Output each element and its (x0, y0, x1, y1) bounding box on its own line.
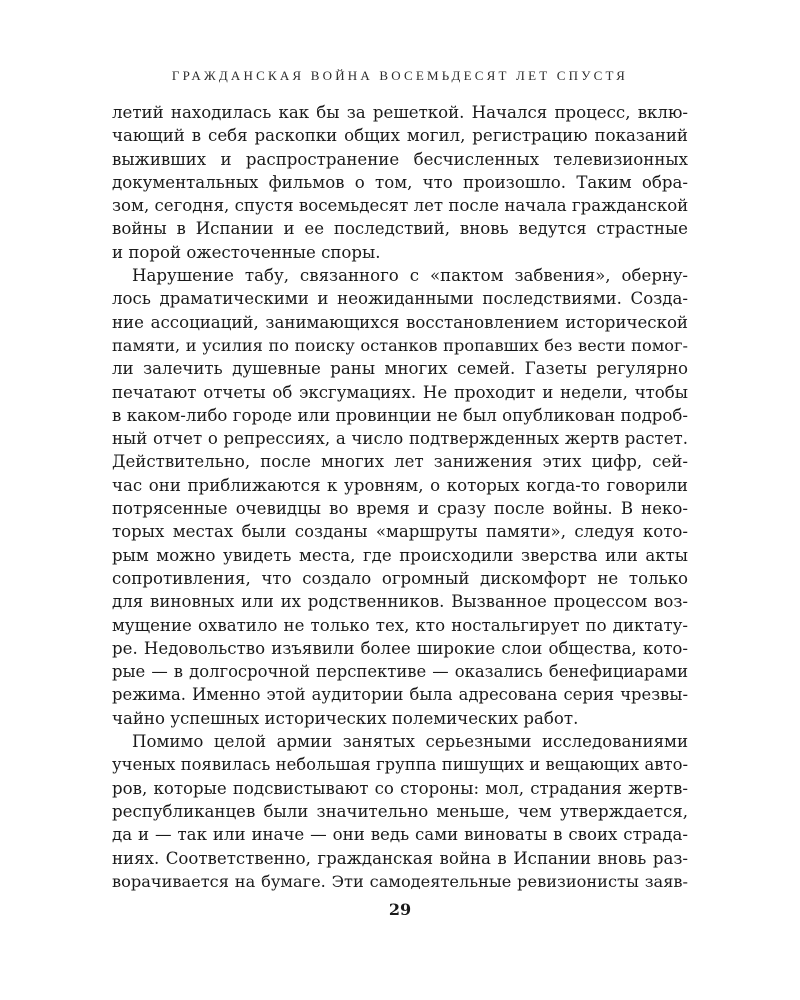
running-head: ГРАЖДАНСКАЯ ВОЙНА ВОСЕМЬДЕСЯТ ЛЕТ СПУСТЯ (171, 68, 629, 83)
text-line: Действительно, после многих лет занижения этих цифр, сей- (112, 452, 688, 472)
text-line: ние ассоциаций, занимающихся восстановлением исторической (112, 312, 688, 332)
text-line: и порой ожесточенные споры. (112, 242, 381, 262)
text-line: памяти, и усилия по поиску останков пропавших без вести помог- (112, 335, 688, 355)
text-line: зом, сегодня, спустя восемьдесят лет после начала гражданской (112, 196, 688, 216)
text-line: потрясенные очевидцы во время и сразу после войны. В неко- (112, 499, 688, 519)
text-line: рые — в долгосрочной перспективе — оказались бенефициарами (112, 662, 688, 682)
text-line: чайно успешных исторических полемических работ. (112, 708, 579, 728)
text-line: ворачивается на бумаге. Эти самодеятельные ревизионисты заяв- (112, 871, 688, 891)
text-line: для виновных или их родственников. Вызванное процессом воз- (112, 592, 688, 612)
text-line: ли залечить душевные раны многих семей. Газеты регулярно (112, 359, 688, 379)
text-line: ученых появилась небольшая группа пишущих и вещающих авто- (112, 755, 688, 775)
text-line: в каком-либо городе или провинции не был опубликован подроб- (112, 405, 688, 425)
text-line: рым можно увидеть места, где происходили зверства или акты (112, 545, 688, 565)
text-line: ный отчет о репрессиях, а число подтвержденных жертв растет. (112, 429, 688, 449)
text-line: ниях. Соответственно, гражданская война в Испании вновь раз- (112, 848, 688, 868)
text-line: печатают отчеты об эксгумациях. Не проходит и недели, чтобы (112, 382, 688, 402)
text-line: документальных фильмов о том, что произошло. Таким обра- (112, 172, 688, 192)
text-line: мущение охватило не только тех, кто ностальгирует по диктату- (112, 615, 688, 635)
text-line: чающий в себя раскопки общих могил, регистрацию показаний (112, 126, 688, 146)
text-line: ров, которые подсвистывают со стороны: мол, страдания жертв- (112, 778, 688, 798)
text-line: выживших и распространение бесчисленных телевизионных (112, 149, 688, 169)
text-line: ре. Недовольство изъявили более широкие слои общества, кото- (112, 638, 688, 658)
page-number: 29 (388, 900, 412, 919)
text-line: летий находилась как бы за решеткой. Начался процесс, вклю- (112, 103, 688, 122)
text-line: режима. Именно этой аудитории была адресована серия чрезвы- (112, 685, 688, 705)
text-line: войны в Испании и ее последствий, вновь ведутся страстные (112, 219, 688, 239)
text-line: Помимо целой армии занятых серьезными исследованиями (132, 732, 688, 752)
text-line: Нарушение табу, связанного с «пактом забвения», обернy- (132, 266, 688, 286)
text-line: сопротивления, что создало огромный дискомфорт не только (112, 568, 688, 588)
text-line: лось драматическими и неожиданными последствиями. Созда- (112, 289, 688, 309)
text-line: республиканцев были значительно меньше, чем утверждается, (112, 801, 688, 821)
text-line: час они приближаются к уровням, о которых когда-то говорили (112, 475, 688, 495)
text-line: торых местах были созданы «маршруты памяти», следуя кото- (112, 522, 688, 542)
body-text (112, 101, 688, 893)
text-line: да и — так или иначе — они ведь сами виноваты в своих страда- (112, 825, 688, 845)
